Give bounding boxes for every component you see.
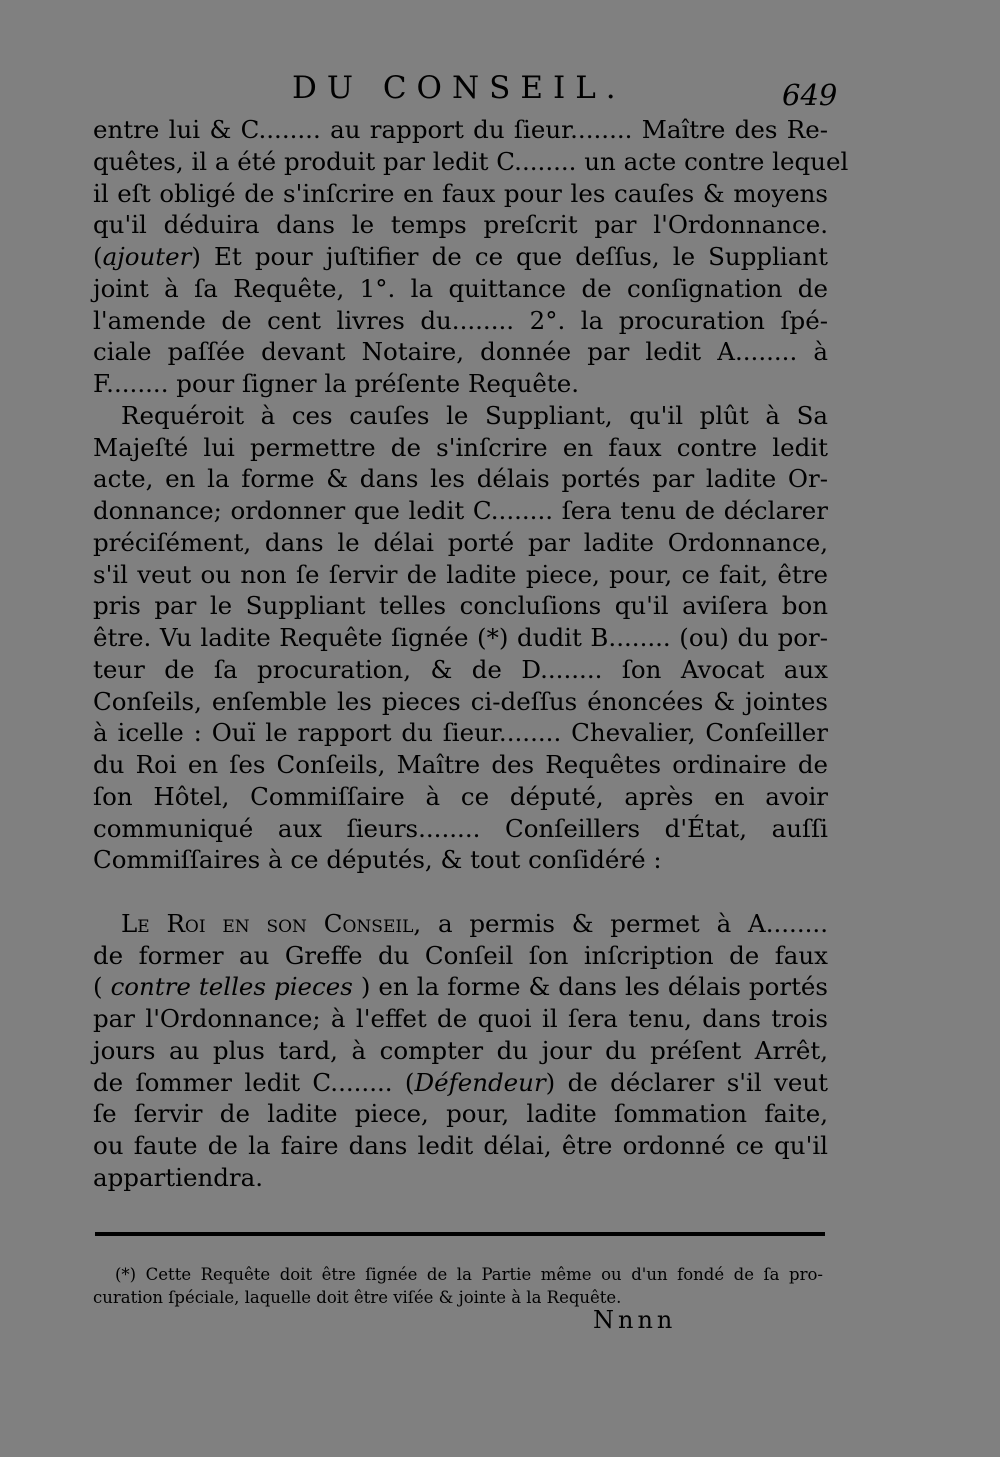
italic-contre-telles-pieces: contre telles pieces <box>110 972 353 1002</box>
text-line: préciſément, dans le délai porté par ladite Ordonnance, <box>93 527 828 557</box>
text-line: l'amende de cent livres du........ 2°. la procuration ſpé- <box>93 305 828 335</box>
running-head <box>0 70 1000 114</box>
footnote <box>93 1263 823 1309</box>
text-line: de ſommer ledit C........ (Défendeur) de déclarer s'il veut <box>93 1067 829 1097</box>
text-line: par l'Ordonnance; à l'effet de quoi il ſera tenu, dans trois <box>93 1004 828 1033</box>
text-line: ciale paſſée devant Notaire, donnée par ledit A........ à <box>93 337 828 367</box>
text-line: F........ pour ſigner la préſente Requête. <box>93 369 579 398</box>
paragraph-gap <box>93 876 828 908</box>
text-line: joint à ſa Requête, 1°. la quittance de conſignation de <box>93 273 828 303</box>
text-line: de former au Greffe du Conſeil ſon inſcription de faux <box>93 940 828 970</box>
text-line: il eſt obligé de s'inſcrire en faux pour les cauſes & moyens <box>93 178 828 208</box>
text-line: quêtes, il a été produit par ledit C........ un acte contre lequel <box>93 146 849 176</box>
text-line: (ajouter) Et pour juſtifier de ce que deſſus, le Suppliant <box>93 242 828 271</box>
decree-opening: Le Roi en son Conseil <box>121 908 414 938</box>
text-line: ſon Hôtel, Commiſſaire à ce député, après en avoir <box>93 781 828 811</box>
text-line: jours au plus tard, à compter du jour du préſent Arrêt, <box>93 1035 828 1065</box>
footnote-rule <box>95 1232 825 1236</box>
italic-ajouter: ajouter <box>102 242 192 271</box>
text-line: Commiſſaires à ce députés, & tout conſidéré : <box>93 845 662 875</box>
footnote-line: (*) Cette Requête doit être ſignée de la Partie même ou d'un fondé de ſa pro- <box>115 1265 823 1284</box>
text-line: appartiendra. <box>93 1162 264 1192</box>
text-line: pris par le Suppliant telles concluſions qu'il aviſera bon <box>93 591 828 621</box>
text-line: ou faute de la faire dans ledit délai, être ordonné ce qu'il <box>93 1131 828 1160</box>
text-line: donnance; ordonner que ledit C........ ſera tenu de déclarer <box>93 496 828 525</box>
italic-defendeur: Défendeur <box>414 1067 546 1097</box>
body-text <box>93 114 849 1194</box>
text-line: du Roi en ſes Conſeils, Maître des Requêtes ordinaire de <box>93 750 828 779</box>
text-line: ſe ſervir de ladite piece, pour, ladite ſommation faite, <box>93 1099 828 1129</box>
text-line: Majeſté lui permettre de s'inſcrire en faux contre ledit <box>93 432 828 462</box>
text-line: entre lui & C........ au rapport du ſieur........ Maître des Re- <box>93 115 828 144</box>
text-line: communiqué aux ſieurs........ Conſeillers d'État, auſſi <box>93 813 828 843</box>
text-line: à icelle : Ouï le rapport du ſieur........ Chevalier, Conſeiller <box>93 718 828 748</box>
text-line: acte, en la forme & dans les délais portés par ladite Or- <box>93 464 828 494</box>
text-line: ( contre telles pieces ) en la forme & dans les délais portés <box>93 972 828 1002</box>
page-number: 649 <box>782 78 838 112</box>
text-line: Conſeils, enſemble les pieces ci-deſſus énoncées & jointes <box>93 686 828 716</box>
text-line: teur de ſa procuration, & de D........ ſon Avocat aux <box>93 654 828 684</box>
footnote-line: curation ſpéciale, laquelle doit être viſée & jointe à la Requête. <box>93 1288 622 1307</box>
text-line: s'il veut ou non ſe ſervir de ladite piece, pour, ce fait, être <box>93 559 828 589</box>
signature-mark: Nnnn <box>593 1306 677 1334</box>
text-line: Requéroit à ces cauſes le Suppliant, qu'il plût à Sa <box>121 400 828 430</box>
text-line: Le Roi en son Conseil, a permis & permet à A........ <box>121 908 828 938</box>
running-title: DU CONSEIL. <box>292 70 626 106</box>
text-line: être. Vu ladite Requête ſignée (*) dudit B........ (ou) du por- <box>93 623 828 652</box>
text-line: qu'il déduira dans le temps preſcrit par l'Ordonnance. <box>93 210 828 240</box>
